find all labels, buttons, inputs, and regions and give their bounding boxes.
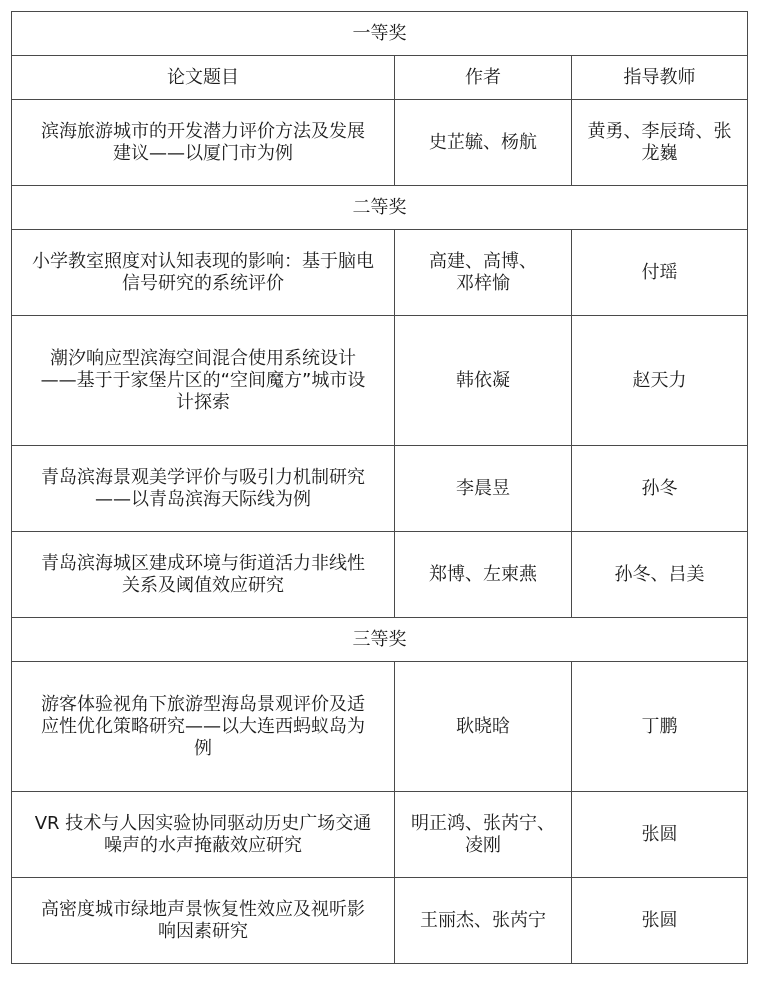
advisor-cell: 孙冬、吕美	[572, 532, 748, 618]
table-row	[12, 316, 748, 446]
author-cell: 李晨昱	[395, 446, 572, 532]
advisor-cell: 张圆	[572, 878, 748, 964]
paper-title: 高密度城市绿地声景恢复性效应及视听影 响因素研究	[12, 878, 395, 964]
table-row	[12, 532, 748, 618]
author-cell: 韩依凝	[395, 316, 572, 446]
table-row	[12, 792, 748, 878]
table-row	[12, 446, 748, 532]
paper-title: 青岛滨海城区建成环境与街道活力非线性 关系及阈值效应研究	[12, 532, 395, 618]
section-heading-first-prize: 一等奖	[12, 12, 748, 56]
paper-title: 小学教室照度对认知表现的影响：基于脑电 信号研究的系统评价	[12, 230, 395, 316]
author-cell: 王丽杰、张芮宁	[395, 878, 572, 964]
author-cell: 明正鸿、张芮宁、 凌刚	[395, 792, 572, 878]
advisor-cell: 丁鹏	[572, 662, 748, 792]
table-row	[12, 230, 748, 316]
table-row	[12, 878, 748, 964]
paper-title: 滨海旅游城市的开发潜力评价方法及发展 建议——以厦门市为例	[12, 100, 395, 186]
paper-title: 潮汐响应型滨海空间混合使用系统设计 ——基于于家堡片区的“空间魔方”城市设 计探索	[12, 316, 395, 446]
advisor-cell: 张圆	[572, 792, 748, 878]
table-row	[12, 662, 748, 792]
advisor-cell: 付瑶	[572, 230, 748, 316]
advisor-cell: 孙冬	[572, 446, 748, 532]
table-row	[12, 100, 748, 186]
awards-table	[11, 11, 748, 964]
section-heading-third-prize: 三等奖	[12, 618, 748, 662]
paper-title: 游客体验视角下旅游型海岛景观评价及适 应性优化策略研究——以大连西蚂蚁岛为 例	[12, 662, 395, 792]
column-header-title: 论文题目	[12, 56, 395, 100]
author-cell: 高建、高博、 邓梓愉	[395, 230, 572, 316]
advisor-cell: 黄勇、李辰琦、张 龙巍	[572, 100, 748, 186]
column-header-author: 作者	[395, 56, 572, 100]
author-cell: 郑博、左柬燕	[395, 532, 572, 618]
section-heading-second-prize: 二等奖	[12, 186, 748, 230]
paper-title: 青岛滨海景观美学评价与吸引力机制研究 ——以青岛滨海天际线为例	[12, 446, 395, 532]
author-cell: 史芷毓、杨航	[395, 100, 572, 186]
paper-title: VR 技术与人因实验协同驱动历史广场交通 噪声的水声掩蔽效应研究	[12, 792, 395, 878]
advisor-cell: 赵天力	[572, 316, 748, 446]
author-cell: 耿晓晗	[395, 662, 572, 792]
column-header-advisor: 指导教师	[572, 56, 748, 100]
